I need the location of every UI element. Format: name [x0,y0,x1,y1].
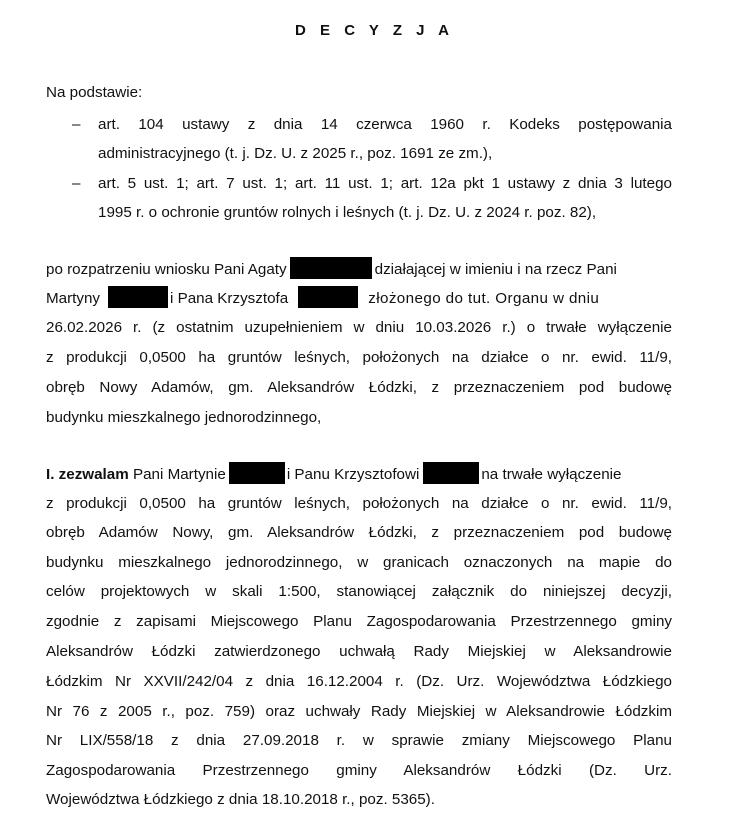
decision-line-6: zgodnie z zapisami Miejscowego Planu Zagospodarowania Przestrzennego gminy [46,613,672,630]
consideration-text: działającej w imieniu i na rzecz Pani [374,261,617,278]
consideration-text: złożonego do tut. Organu w dniu [368,290,600,307]
list-dash: – [72,175,81,192]
consideration-line-5: obręb Nowy Adamów, gm. Aleksandrów Łódzki, z przeznaczeniem pod budowę [46,379,672,396]
redaction-box [423,462,479,484]
consideration-line-3: 26.02.2026 r. (z ostatnim uzupełnieniem w dniu 10.03.2026 r.) o trwałe wyłączenie [46,319,672,336]
basis-item-2-line-1: art. 5 ust. 1; art. 7 ust. 1; art. 11 ust. 1; art. 12a pkt 1 ustawy z dnia 3 lutego [98,175,672,192]
redaction-box [108,286,168,308]
document-title: D E C Y Z J A [295,22,454,39]
decision-line-11: Zagospodarowania Przestrzennego gminy Aleksandrów Łódzki (Dz. Urz. [46,762,672,779]
basis-item-1-line-1: art. 104 ustawy z dnia 14 czerwca 1960 r. Kodeks postępowania [98,116,672,133]
decision-line-7: Aleksandrów Łódzki zatwierdzonego uchwałą Rady Miejskiej w Aleksandrowie [46,643,672,660]
consideration-line-6: budynku mieszkalnego jednorodzinnego, [46,409,322,426]
basis-item-2-line-2: 1995 r. o ochronie gruntów rolnych i leśnych (t. j. Dz. U. z 2024 r. poz. 82), [98,204,597,221]
decision-line-12: Województwa Łódzkiego z dnia 18.10.2018 r., poz. 5365). [46,791,435,808]
consideration-text: po rozpatrzeniu wniosku Pani Agaty [46,261,287,278]
redaction-box [229,462,285,484]
decision-text: Pani Martynie [132,466,226,483]
decision-heading: I. zezwalam [46,466,129,483]
decision-line-1 [46,465,672,485]
decision-line-3: obręb Adamów Nowy, gm. Aleksandrów Łódzki, z przeznaczeniem pod budowę [46,524,672,541]
decision-line-8: Łódzkim Nr XXVII/242/04 z dnia 16.12.2004 r. (Dz. Urz. Województwa Łódzkiego [46,673,672,690]
decision-line-5: celów projektowych w skali 1:500, stanowiącej załącznik do niniejszej decyzji, [46,583,672,600]
consideration-line-4: z produkcji 0,0500 ha gruntów leśnych, położonych na działce o nr. ewid. 11/9, [46,349,672,366]
decision-line-9: Nr 76 z 2005 r., poz. 759) oraz uchwały Rady Miejskiej w Aleksandrowie Łódzkim [46,703,672,720]
basis-intro: Na podstawie: [46,84,143,101]
basis-item-1-line-2: administracyjnego (t. j. Dz. U. z 2025 r., poz. 1691 ze zm.), [98,145,493,162]
decision-line-10: Nr LIX/558/18 z dnia 27.09.2018 r. w sprawie zmiany Miejscowego Planu [46,732,672,749]
redaction-box [290,257,372,279]
consideration-text: Martyny [46,290,101,307]
decision-text: na trwałe wyłączenie [481,466,622,483]
consideration-line-1 [46,260,672,280]
redaction-box [298,286,358,308]
consideration-text: i Pana Krzysztofa [170,290,289,307]
decision-line-4: budynku mieszkalnego jednorodzinnego, w granicach oznaczonych na mapie do [46,554,672,571]
list-dash: – [72,116,81,133]
consideration-line-2 [46,289,672,309]
decision-line-2: z produkcji 0,0500 ha gruntów leśnych, położonych na działce o nr. ewid. 11/9, [46,495,672,512]
decision-text: i Panu Krzysztofowi [286,466,420,483]
